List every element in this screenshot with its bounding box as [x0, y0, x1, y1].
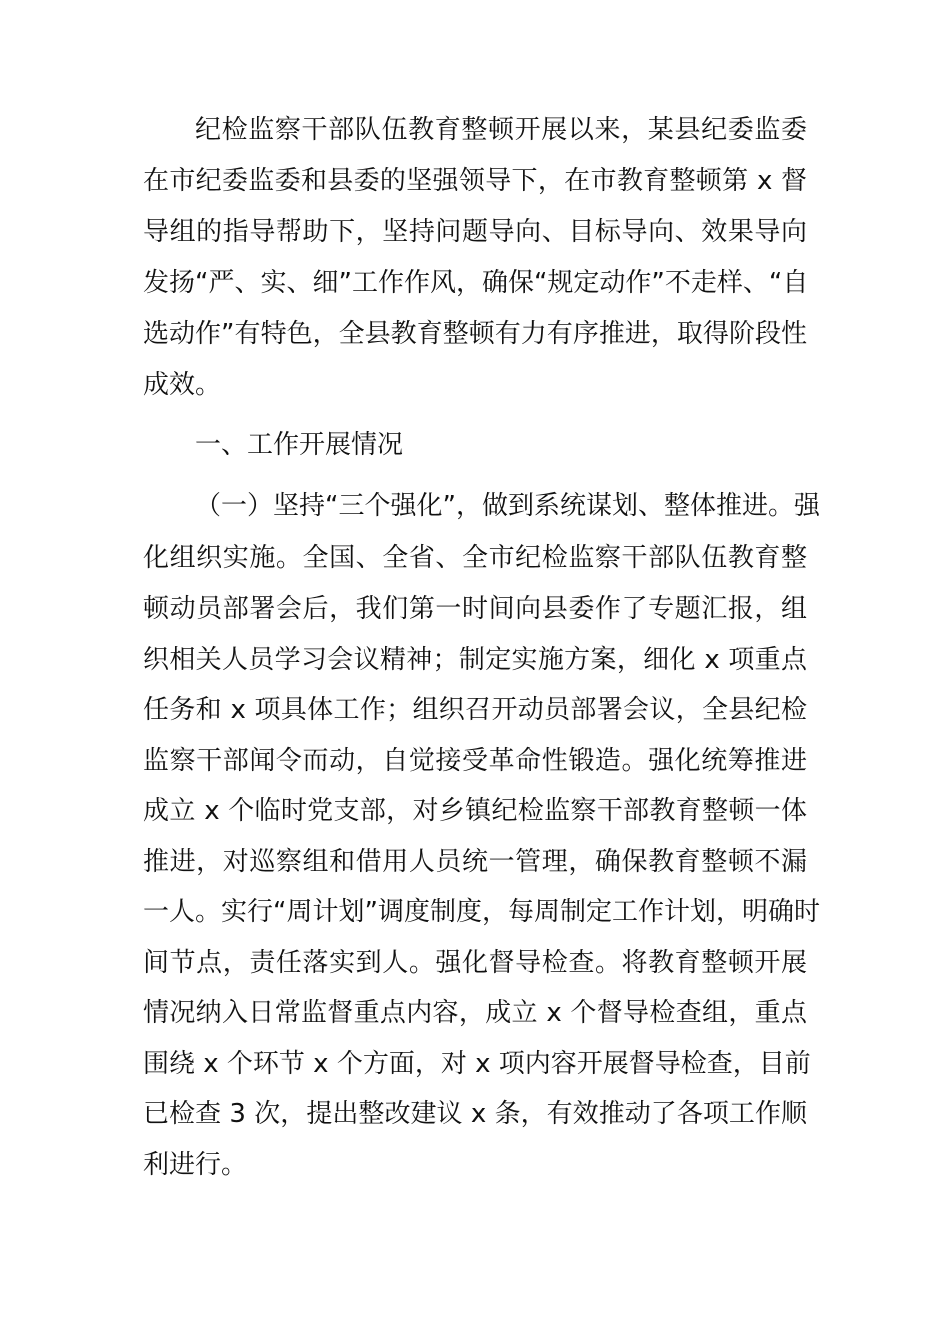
subsection-line: 利进行。	[143, 1150, 248, 1180]
subsection-line: 化组织实施。全国、全省、全市纪检监察干部队伍教育整	[143, 543, 807, 573]
intro-line: 在市纪委监委和县委的坚强领导下，在市教育整顿第 x 督	[143, 166, 807, 196]
subsection-line: 成立 x 个临时党支部，对乡镇纪检监察干部教育整顿一体	[143, 796, 807, 826]
subsection-line: 监察干部闻令而动，自觉接受革命性锻造。强化统筹推进	[143, 746, 807, 776]
subsection-line: 一人。实行“周计划”调度制度，每周制定工作计划，明确时	[143, 897, 820, 927]
subsection-line: 织相关人员学习会议精神；制定实施方案，细化 x 项重点	[143, 645, 807, 675]
intro-line: 成效。	[143, 370, 222, 400]
subsection-line: 顿动员部署会后，我们第一时间向县委作了专题汇报，组	[143, 594, 807, 624]
subsection-line: （一）坚持“三个强化”，做到系统谋划、整体推进。强	[195, 491, 820, 521]
subsection-line: 推进，对巡察组和借用人员统一管理，确保教育整顿不漏	[143, 847, 807, 877]
intro-line: 导组的指导帮助下，坚持问题导向、目标导向、效果导向	[143, 217, 807, 247]
intro-line: 选动作”有特色，全县教育整顿有力有序推进，取得阶段性	[143, 319, 807, 349]
subsection-line: 围绕 x 个环节 x 个方面，对 x 项内容开展督导检查，目前	[143, 1049, 811, 1079]
subsection-line: 间节点，责任落实到人。强化督导检查。将教育整顿开展	[143, 948, 807, 978]
intro-line: 发扬“严、实、细”工作作风，确保“规定动作”不走样、“自	[143, 268, 809, 298]
subsection-line: 任务和 x 项具体工作；组织召开动员部署会议，全县纪检	[143, 695, 807, 725]
section-heading: 一、工作开展情况	[195, 430, 404, 460]
subsection-line: 已检查 3 次，提出整改建议 x 条，有效推动了各项工作顺	[143, 1099, 807, 1129]
intro-line: 纪检监察干部队伍教育整顿开展以来，某县纪委监委	[195, 115, 807, 145]
subsection-line: 情况纳入日常监督重点内容，成立 x 个督导检查组，重点	[143, 998, 807, 1028]
